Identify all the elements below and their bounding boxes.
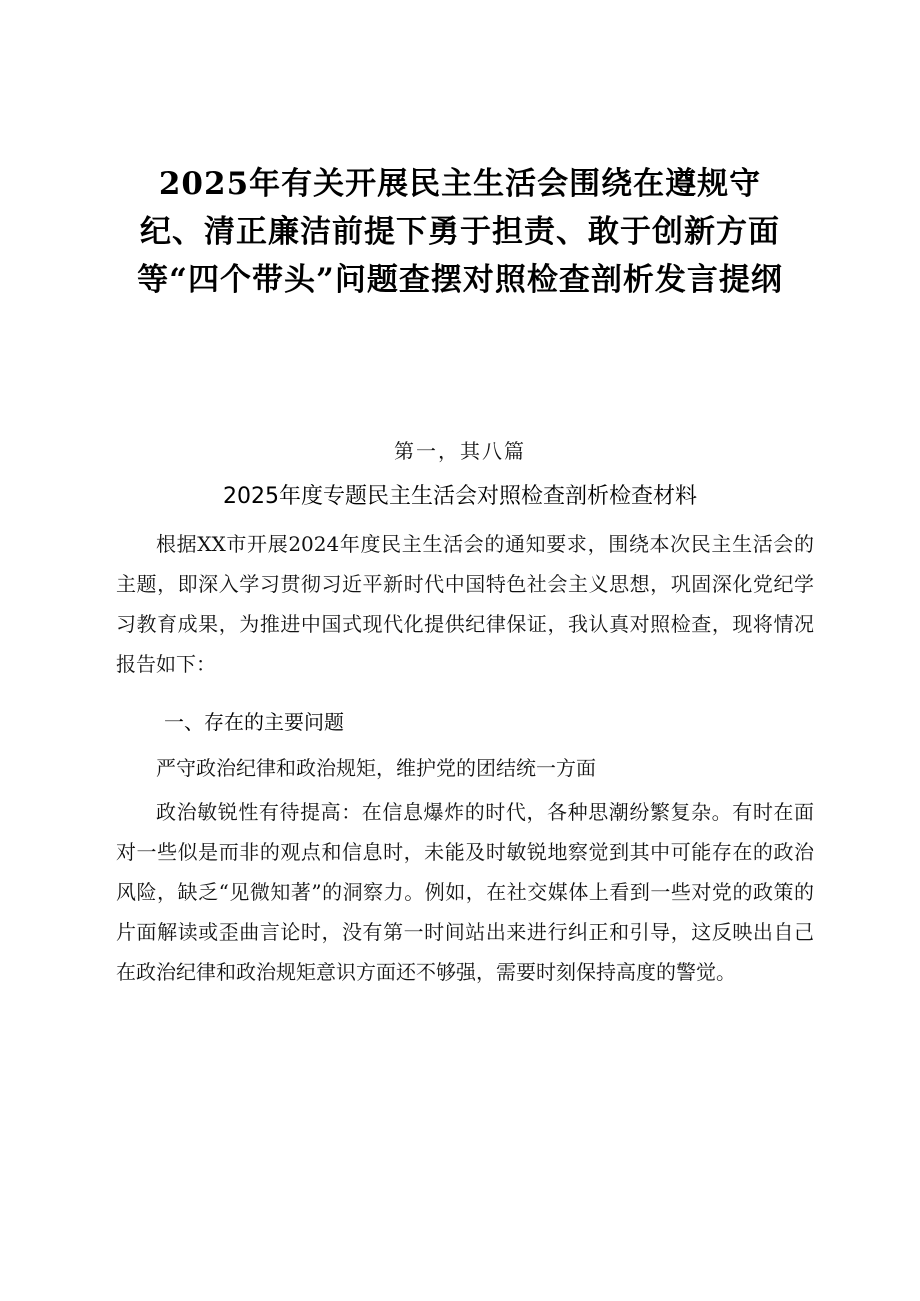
intro-paragraph: 根据XX市开展2024年度民主生活会的通知要求，围绕本次民主生活会的主题，即深入学习贯彻习近平新时代中国特色社会主义思想，巩固深化党纪学习教育成果，为推进中国式现代化提供纪律保证，我认真对照检查，现将情况报告如下： xyxy=(116,532,814,676)
document-subtitle: 2025年度专题民主生活会对照检查剖析检查材料 xyxy=(223,484,697,509)
section-label: 第一，其八篇 xyxy=(394,439,526,463)
detail-paragraph: 政治敏锐性有待提高：在信息爆炸的时代，各种思潮纷繁复杂。有时在面对一些似是而非的观点和信息时，未能及时敏锐地察觉到其中可能存在的政治风险，缺乏“见微知著”的洞察力。例如，在社交媒体上看到一些对党的政策的片面解读或歪曲言论时，没有第一时间站出来进行纠正和引导，这反映出自己在政治纪律和政治规矩意识方面还不够强，需要时刻保持高度的警觉。 xyxy=(116,800,814,984)
document-title: 2025年有关开展民主生活会围绕在遵规守纪、清正廉洁前提下勇于担责、敢于创新方面等“四个带头”问题查摆对照检查剖析发言提纲 xyxy=(137,166,783,298)
section-heading-problems: 一、存在的主要问题 xyxy=(164,710,344,734)
sub-heading-paragraph: 严守政治纪律和政治规矩，维护党的团结统一方面 xyxy=(156,756,596,780)
